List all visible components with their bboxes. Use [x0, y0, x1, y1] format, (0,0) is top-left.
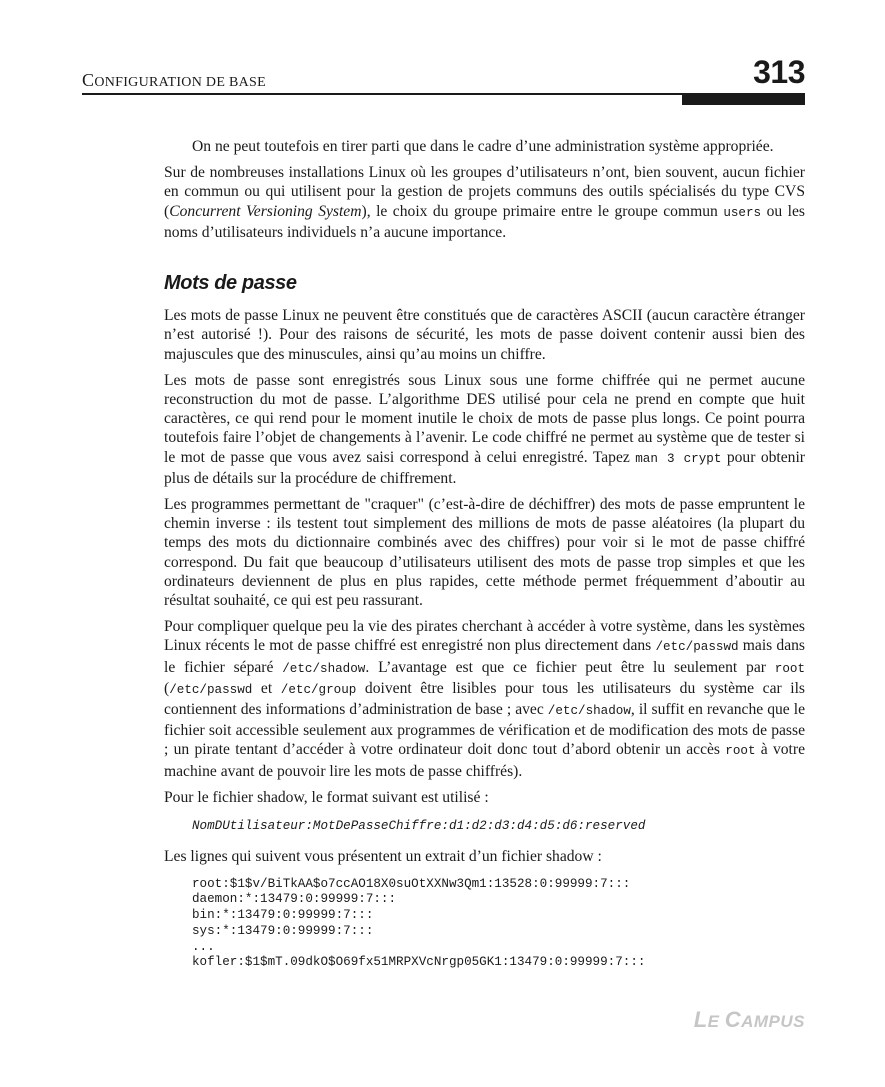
intro-paragraph-2 — [164, 163, 805, 242]
page-body — [164, 137, 805, 971]
page-number: 313 — [753, 54, 805, 90]
running-title — [82, 70, 266, 91]
logo-letter: C — [724, 1007, 742, 1032]
paragraph-excerpt-intro: Les lignes qui suivent vous présentent un extrait d’un fichier shadow : — [164, 848, 602, 866]
text-run: ou les noms d’utilisateurs individuels n’a aucune importance. — [164, 202, 805, 241]
inline-code-etc-passwd: /etc/passwd — [655, 640, 739, 655]
text-run: pour obtenir plus de détails sur la procédure de chiffrement. — [164, 448, 805, 487]
text-run: Sur de nombreuses installations Linux où les groupes d’utilisateurs n’ont, bien souvent, aucun fichier en commun ou qui utilisent pour la gestion de projets communs des outils spécialisés du type CVS ( — [164, 164, 805, 220]
inline-code-man-crypt: man 3 crypt — [635, 451, 722, 466]
shadow-format-line: NomDUtilisateur:MotDePasseChiffre:d1:d2:d3:d4:d5:d6:reserved — [192, 819, 646, 834]
text-run: et — [252, 679, 281, 697]
paragraph-shadow — [164, 617, 805, 781]
paragraph-des — [164, 371, 805, 488]
publisher-logo — [694, 1007, 805, 1033]
text-run: mais dans le fichier séparé — [164, 637, 805, 676]
paragraph-crackers: Les programmes permettant de "craquer" (c’est-à-dire de déchiffrer) des mots de passe empruntent le chemin inverse : ils testent tout simplement des millions de mots de passe aléatoires (la plupart du temps des mots du dictionnaire combinés avec des chiffres) pour voir si le mot de passe chiffré correspond. Du fait que beaucoup d’utilisateurs utilisent des mots de passe trop simples et que les ordinateurs deviennent de plus en plus rapides, cette méthode permet fréquemment d’aboutir au résultat souhaité, ce qui est peu rassurant. — [164, 496, 805, 610]
shadow-file-excerpt: root:$1$v/BiTkAA$o7ccAO18X0suOtXXNw3Qm1:13528:0:99999:7::: daemon:*:13479:0:99999:7::: bin:*:13479:0:99999:7::: sys:*:13479:0:99999:7::: ... kofler:$1$mT.09dkO$O69fx51MRPXVcNrgp05GK1:13479:0:99999:7::: — [192, 876, 646, 970]
running-title-initial: C — [82, 70, 95, 90]
inline-code-etc-shadow: /etc/shadow — [547, 704, 631, 719]
text-run: . L’avantage est que ce fichier peut être lu seulement par — [365, 658, 775, 676]
logo-text: E — [707, 1012, 725, 1031]
inline-code-etc-group: /etc/group — [280, 682, 357, 697]
text-run: ), le choix du groupe primaire entre le groupe commun — [361, 202, 724, 220]
running-title-rest: ONFIGURATION DE BASE — [94, 75, 266, 90]
text-run: doivent être lisibles pour tous les utilisateurs du système car ils contiennent des informations d’administration de base ; avec — [164, 679, 805, 719]
emphasis-cvs: Concurrent Versioning System — [169, 202, 362, 220]
paragraph-format-intro: Pour le fichier shadow, le format suivant est utilisé : — [164, 788, 489, 806]
inline-code-users: users — [723, 205, 762, 220]
page-header — [82, 54, 805, 98]
inline-code-root: root — [774, 661, 805, 676]
text-run: , il suffit en revanche que le fichier soit accessible seulement aux programmes de vérification et de modification des mots de passe ; un pirate tentant d’accéder à votre ordinateur doit donc tout d’abord obtenir un accès — [164, 701, 805, 759]
intro-paragraph-1: On ne peut toutefois en tirer parti que dans le cadre d’une administration système appropriée. — [192, 138, 774, 155]
section-title: Mots de passe — [164, 272, 297, 295]
text-run: Les mots de passe sont enregistrés sous Linux sous une forme chiffrée qui ne permet aucune reconstruction du mot de passe. L’algorithme DES utilisé pour cela ne prend en compte que huit caractères, ce qui rend pour le moment inutile le choix de mots de passe plus longs. Ce point pourra toutefois faire l’objet de changements à l’avenir. Le code chiffré ne permet au système que de tester si le mot de passe que vous avez saisi correspond à celui enregistré. Tapez — [164, 371, 805, 466]
inline-code-etc-passwd: /etc/passwd — [169, 682, 253, 697]
header-bar — [682, 95, 805, 105]
paragraph-ascii: Les mots de passe Linux ne peuvent être constitués que de caractères ASCII (aucun caractère étranger n’est autorisé !). Pour des raisons de sécurité, les mots de passe doivent contenir aussi bien des majuscules que des minuscules, ainsi qu’au moins un chiffre. — [164, 307, 805, 363]
text-run: ( — [164, 679, 170, 697]
logo-text: AMPUS — [741, 1012, 805, 1031]
text-run: Pour compliquer quelque peu la vie des pirates cherchant à accéder à votre système, dans les systèmes Linux récents le mot de passe chiffré est enregistré non plus directement dans — [164, 618, 805, 655]
logo-letter: L — [693, 1007, 708, 1032]
inline-code-root: root — [725, 744, 756, 759]
text-run: à votre machine avant de pouvoir lire les mots de passe chiffrés). — [164, 741, 805, 780]
inline-code-etc-shadow: /etc/shadow — [282, 661, 366, 676]
